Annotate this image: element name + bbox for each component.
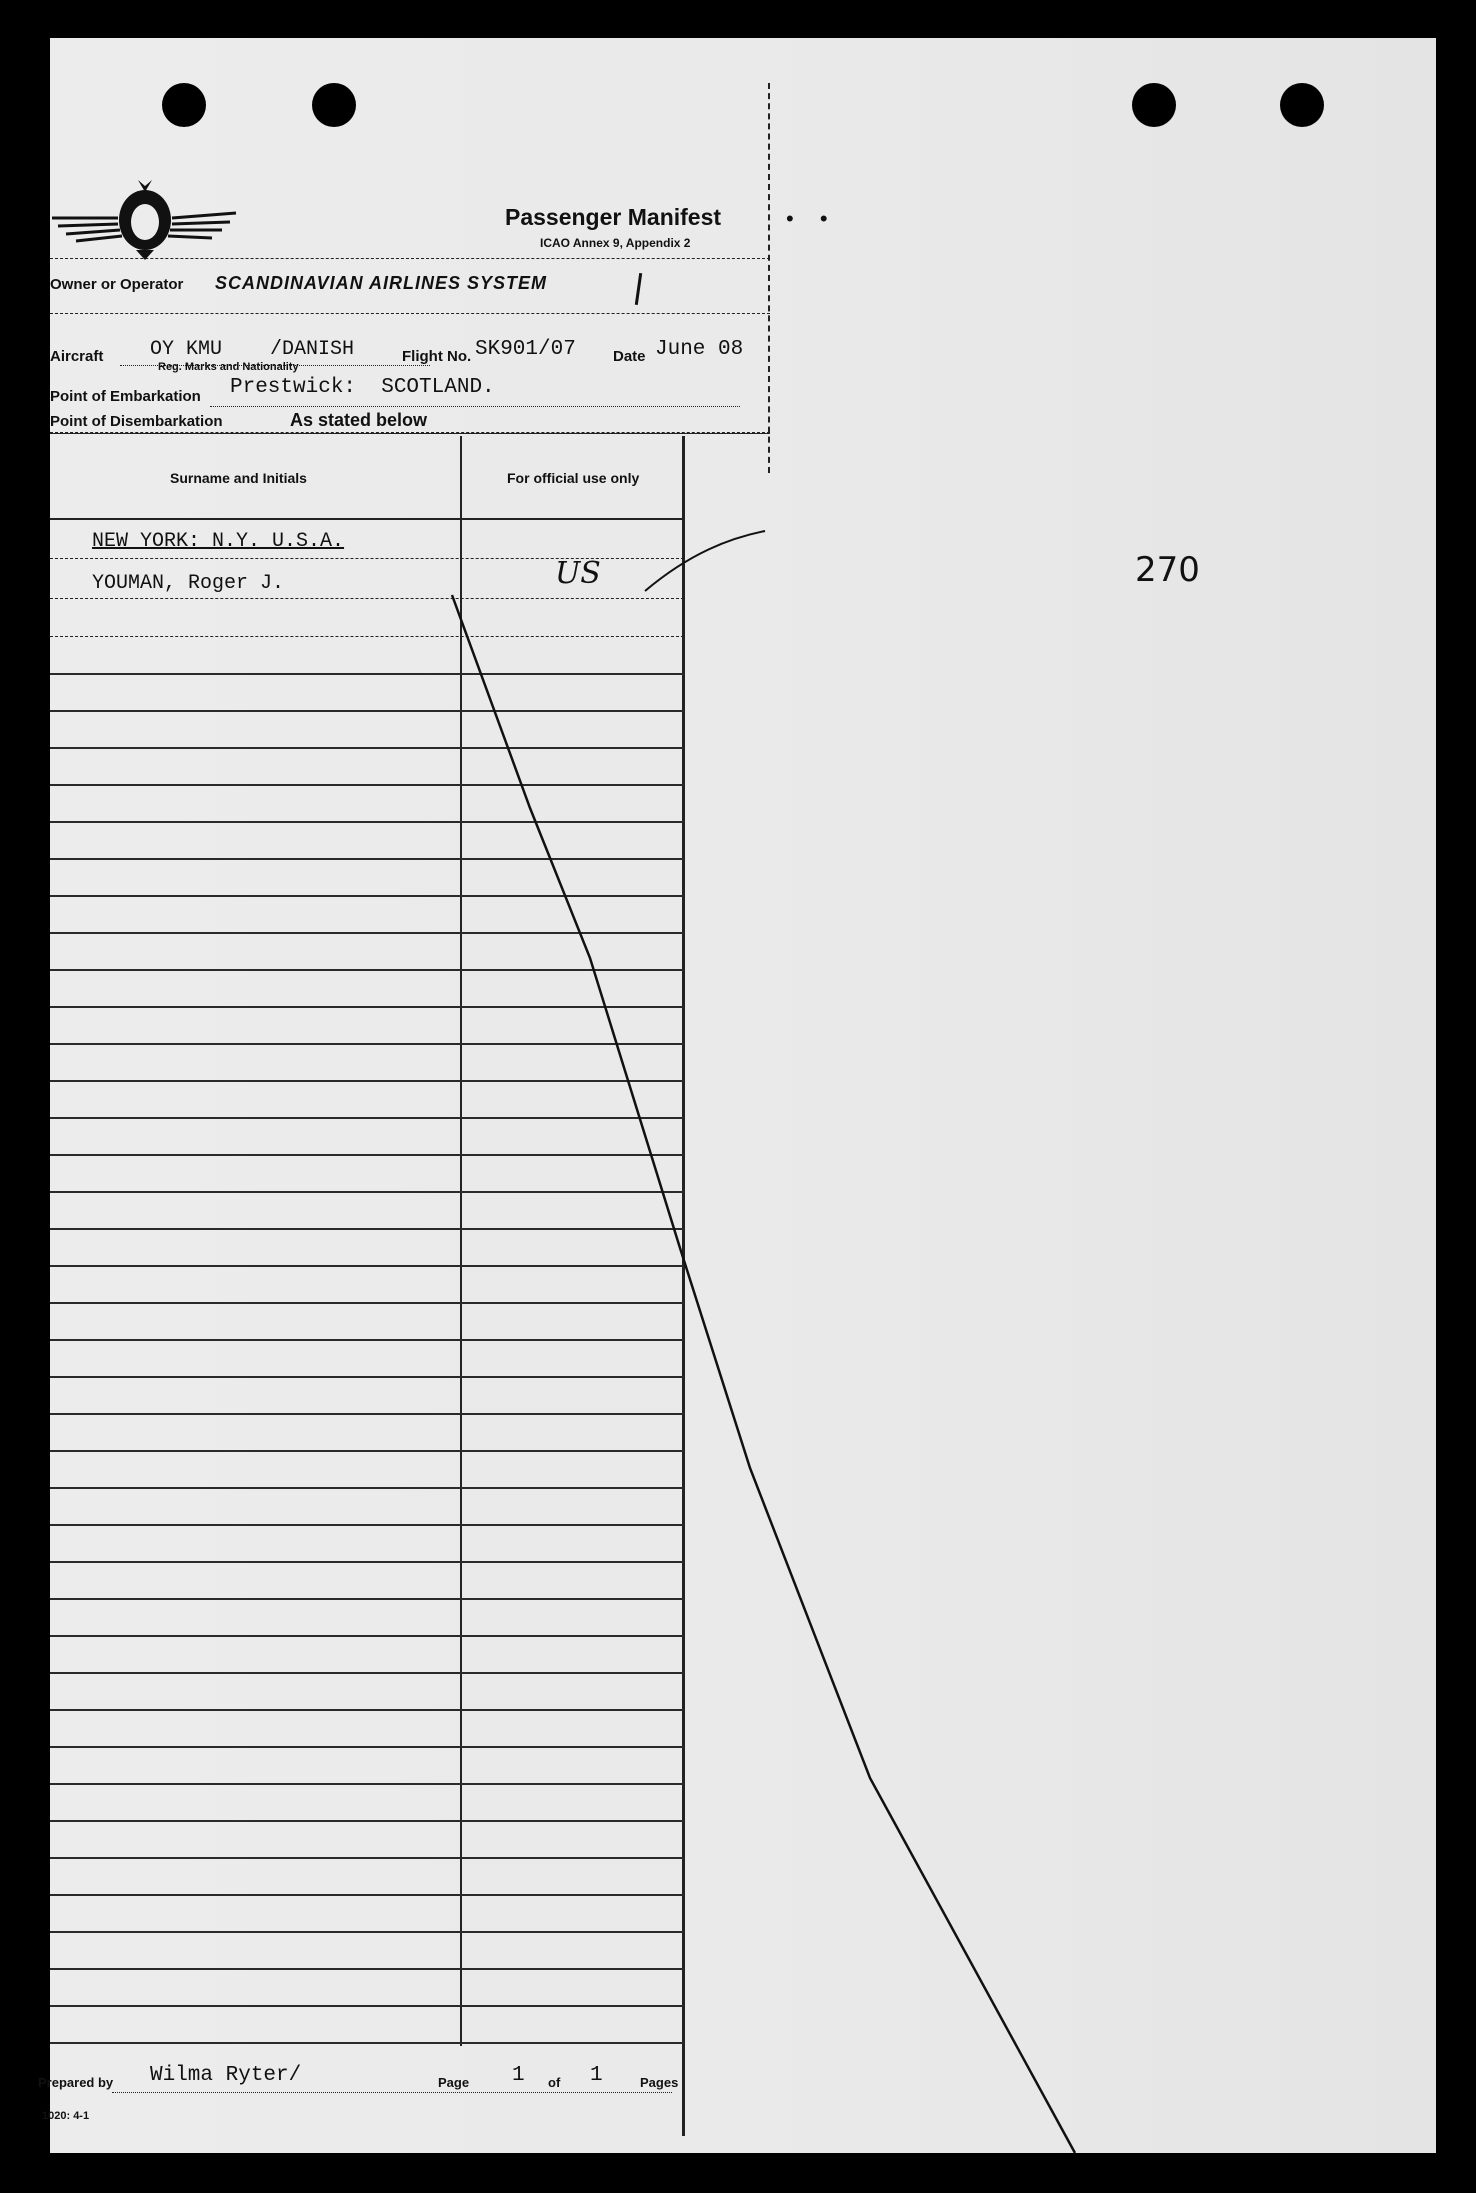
aircraft-sublabel: Reg. Marks and Nationality (158, 361, 299, 373)
form-code: 1020: 4-1 (42, 2110, 90, 2122)
aircraft-label: Aircraft (50, 348, 104, 365)
owner-label: Owner or Operator (50, 276, 184, 293)
official-column-header: For official use only (507, 470, 640, 486)
table-row: NEW YORK: N.Y. U.S.A. (92, 530, 345, 553)
prepared-value: Wilma Ryter/ (150, 2064, 302, 2087)
owner-value: SCANDINAVIAN AIRLINES SYSTEM (215, 273, 548, 293)
pen-stroke (50, 38, 1436, 2153)
form-subtitle: ICAO Annex 9, Appendix 2 (540, 236, 691, 250)
form-title: Passenger Manifest (505, 204, 722, 230)
table-row: YOUMAN, Roger J. (92, 572, 285, 595)
official-use-entry: US (555, 556, 601, 591)
manifest-page (38, 38, 1436, 2153)
embarkation-value: Prestwick: SCOTLAND. (230, 376, 495, 399)
embarkation-label: Point of Embarkation (50, 388, 201, 405)
page-total: 1 (590, 2064, 603, 2087)
flight-label: Flight No. (402, 348, 472, 365)
handwritten-number: 270 (1135, 550, 1200, 590)
date-value: June 08 (655, 338, 744, 361)
pages-label: Pages (640, 2075, 679, 2090)
surname-column-header: Surname and Initials (170, 470, 307, 486)
of-label: of (548, 2075, 561, 2090)
disembarkation-value: As stated below (290, 410, 428, 430)
page-number: 1 (512, 2064, 525, 2087)
prepared-label: Prepared by (38, 2075, 114, 2090)
aircraft-value: OY KMU /DANISH (150, 338, 355, 361)
footer-underline (112, 2092, 672, 2093)
flight-value: SK901/07 (475, 338, 576, 361)
disembarkation-label: Point of Disembarkation (50, 413, 223, 430)
dots: • • (786, 206, 838, 231)
page-label: Page (438, 2075, 470, 2090)
date-label: Date (613, 348, 646, 365)
